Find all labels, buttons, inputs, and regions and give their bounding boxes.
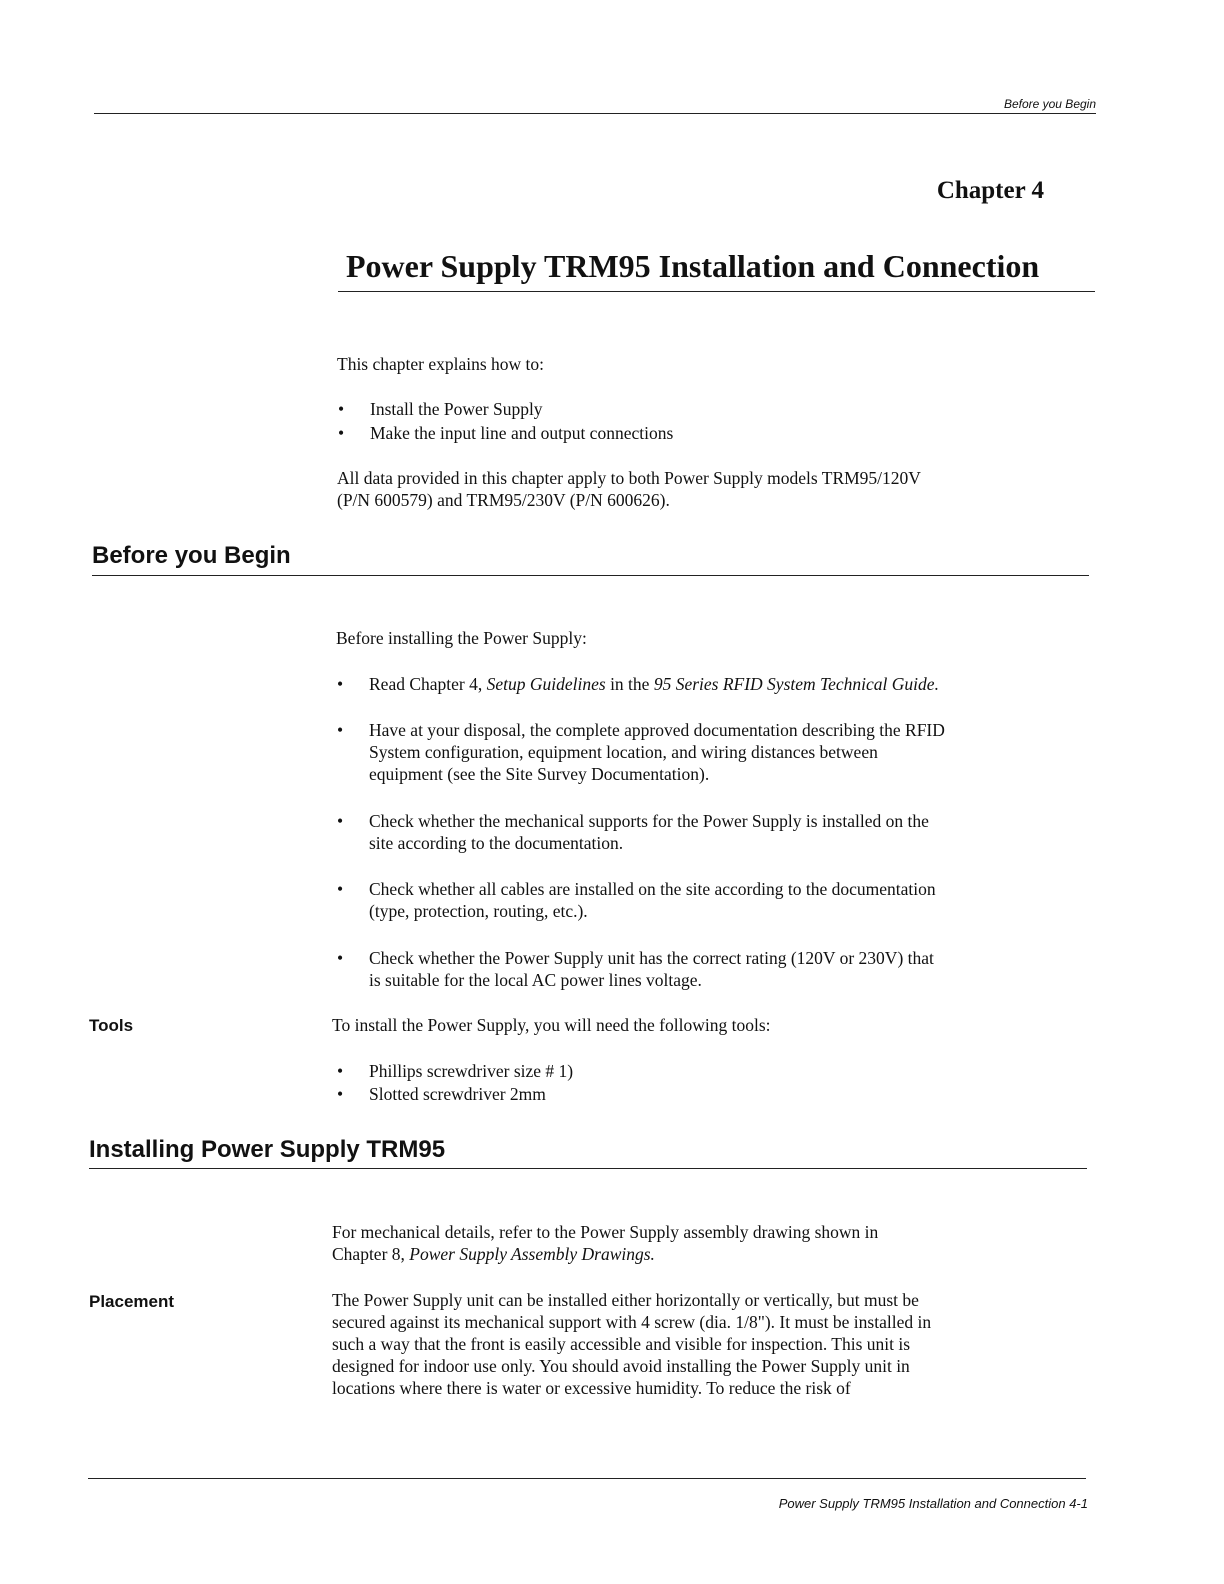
running-head: Before you Begin <box>1003 97 1096 111</box>
section-rule <box>92 575 1089 576</box>
margin-heading-placement: Placement <box>89 1292 175 1311</box>
bullet-icon: • <box>337 811 344 831</box>
before-lead: Before installing the Power Supply: <box>336 628 587 648</box>
intro-lead: This chapter explains how to: <box>337 354 545 374</box>
placement-paragraph: The Power Supply unit can be installed either horizontally or vertically, but must be secured against its mechanical support with 4 screw (dia. 1/8"). It must be installed in such a way that the front is easily accessible and visible for inspection. This unit is designed for indoor use only. You should avoid installing the Power Supply unit in locations where there is water or excessive humidity. To reduce the risk of <box>332 1290 932 1398</box>
header-rule <box>94 113 1096 114</box>
bullet-icon: • <box>337 1061 344 1081</box>
bullet-icon: • <box>338 399 345 419</box>
bullet-icon: • <box>337 674 344 694</box>
chapter-number: Chapter 4 <box>936 177 1044 204</box>
margin-heading-tools: Tools <box>89 1016 134 1035</box>
bullet-icon: • <box>337 1084 344 1104</box>
section-rule <box>89 1168 1087 1169</box>
page-footer: Power Supply TRM95 Installation and Connection 4-1 <box>778 1496 1088 1511</box>
section-heading-installing: Installing Power Supply TRM95 <box>89 1136 446 1163</box>
bullet-icon: • <box>337 720 344 740</box>
chapter-title-rule <box>338 291 1095 292</box>
bullet-icon: • <box>338 423 345 443</box>
bullet-icon: • <box>337 879 344 899</box>
bullet-icon: • <box>337 948 344 968</box>
section-heading-before-you-begin: Before you Begin <box>92 542 291 569</box>
models-paragraph: All data provided in this chapter apply to both Power Supply models TRM95/120V (P/N 600579) and TRM95/230V (P/N 600626). <box>337 468 921 510</box>
chapter-title: Power Supply TRM95 Installation and Connection <box>346 248 1040 284</box>
footer-rule <box>88 1478 1086 1479</box>
installing-reference: For mechanical details, refer to the Power Supply assembly drawing shown in Chapter 8, Power Supply Assembly Drawings. <box>332 1222 879 1264</box>
tools-lead: To install the Power Supply, you will need the following tools: <box>332 1015 771 1035</box>
